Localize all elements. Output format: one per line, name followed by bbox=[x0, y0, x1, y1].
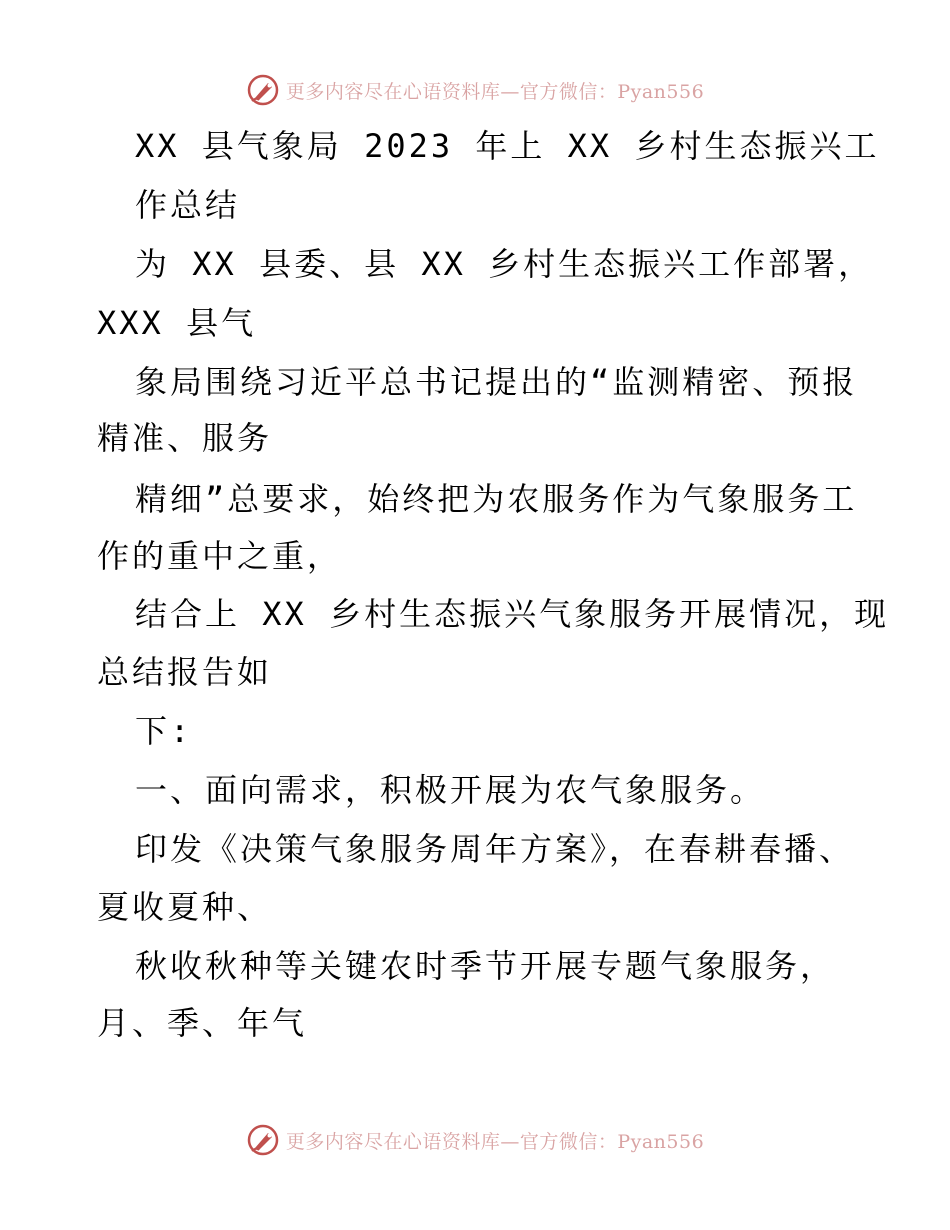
body-line: 精准、服务 bbox=[97, 419, 273, 457]
body-line: 精细”总要求，始终把为农服务作为气象服务工 bbox=[135, 480, 858, 518]
body-line: 结合上 XX 乡村生态振兴气象服务开展情况，现 bbox=[135, 595, 890, 633]
pen-nib-logo-icon bbox=[246, 1123, 280, 1157]
body-line: 印发《决策气象服务周年方案》，在春耕春播、 bbox=[135, 830, 855, 868]
body-line: 象局围绕习近平总书记提出的“监测精密、预报 bbox=[135, 363, 858, 401]
body-line: 作总结 bbox=[135, 186, 241, 224]
banner-wechat-id: Pyan556 bbox=[617, 80, 705, 103]
body-line: 夏收夏种、 bbox=[97, 888, 273, 926]
header-banner bbox=[0, 70, 950, 110]
body-line: 秋收秋种等关键农时季节开展专题气象服务， bbox=[135, 947, 836, 985]
body-line: 一、面向需求，积极开展为农气象服务。 bbox=[135, 771, 766, 809]
banner-wechat-id: Pyan556 bbox=[617, 1130, 705, 1153]
banner-text: 更多内容尽在心语资料库—官方微信：Pyan556 bbox=[285, 80, 705, 103]
body-line: 下: bbox=[135, 712, 193, 750]
pen-nib-logo-icon bbox=[246, 73, 280, 107]
footer-banner bbox=[0, 1120, 950, 1160]
body-line: 月、季、年气 bbox=[97, 1004, 308, 1042]
banner-text: 更多内容尽在心语资料库—官方微信：Pyan556 bbox=[285, 1130, 705, 1153]
body-line: 总结报告如 bbox=[97, 653, 273, 691]
body-line: XX 县气象局 2023 年上 XX 乡村生态振兴工 bbox=[135, 127, 880, 165]
body-line: 作的重中之重， bbox=[97, 537, 343, 575]
body-line: 为 XX 县委、县 XX 乡村生态振兴工作部署， bbox=[135, 245, 874, 283]
body-line: XXX 县气 bbox=[97, 304, 257, 342]
